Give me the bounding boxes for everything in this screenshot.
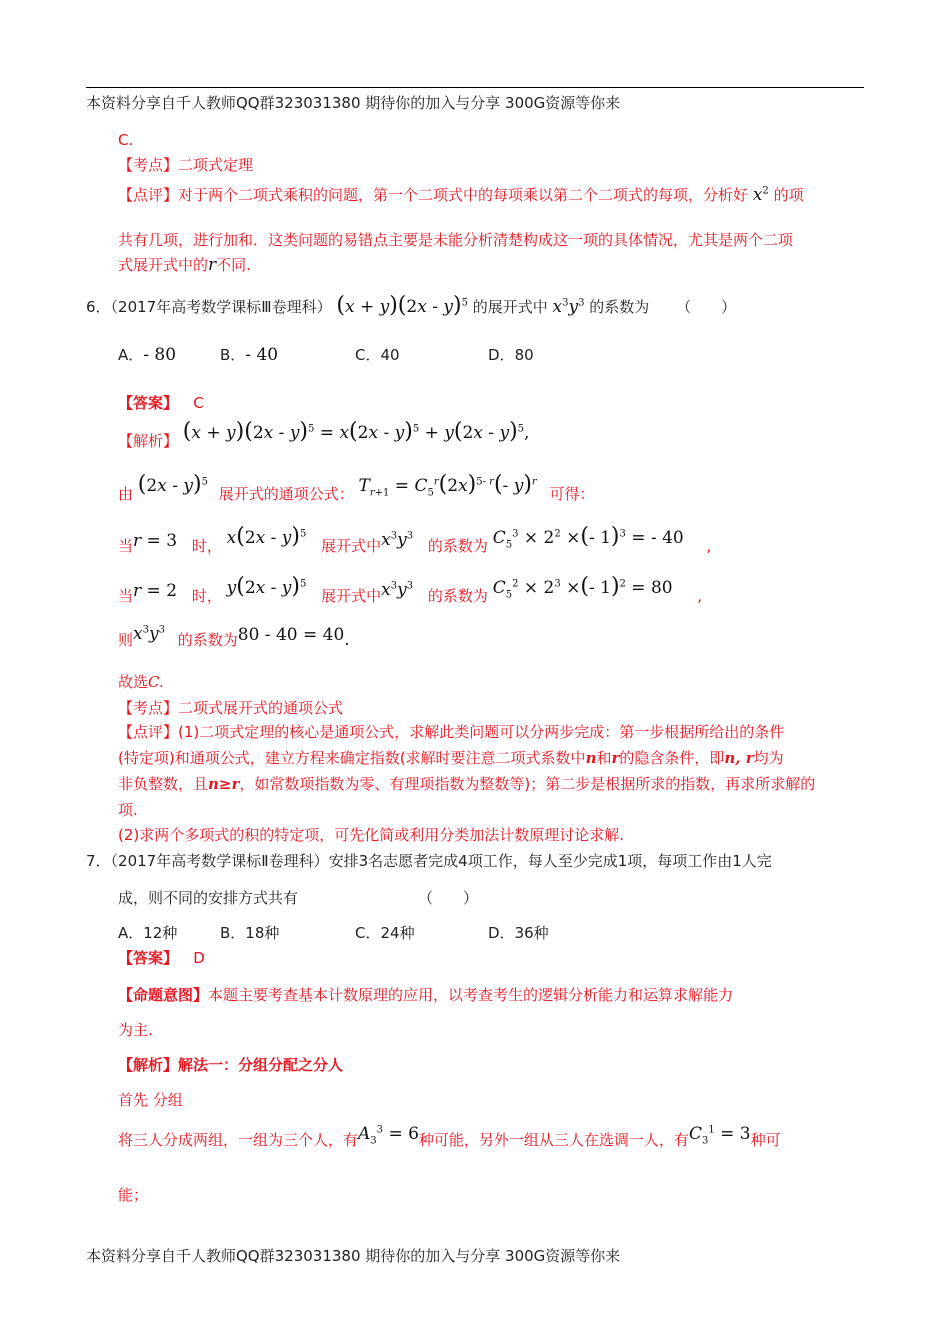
text-zhankaishi: 展开式中: [321, 587, 382, 605]
option-value: 80: [514, 346, 534, 364]
formula-r3: r = 3: [133, 531, 178, 551]
q6-dianping-2: [118, 748, 784, 768]
q7-stem2-text: 成，则不同的安排方式共有: [118, 889, 299, 907]
q7-stem1-text: （2017年高考数学课标Ⅱ卷理科）安排3名志愿者完成4项工作，每人至少完成1项，每项工作由1人完: [110, 852, 772, 870]
q7-option-d: [488, 923, 549, 943]
page-header: 本资料分享自千人教师QQ群323031380 期待你的加入与分享 300G资源等你来: [86, 94, 621, 112]
option-value: - 40: [245, 345, 279, 365]
dp2a: (特定项)和通项公式，建立方程来确定指数(求解时要注意二项式系数中: [118, 749, 586, 767]
formula-expansion: (x + y)(2x - y)$^5$ = x(2x - y)$^5$ + y(2x - y)$^5$,: [182, 419, 530, 444]
dp2c: 的隐含条件，即: [619, 749, 725, 767]
jiexi-tag: 【解析】: [118, 432, 179, 450]
text-kede: 可得：: [549, 485, 595, 503]
option-value: 18种: [245, 924, 280, 942]
text-shi: 时，: [191, 587, 222, 605]
option-value: 40: [380, 346, 400, 364]
text-xishuwei: 的系数为: [427, 537, 488, 555]
q6-stem: [86, 293, 737, 318]
text-xishuwei: 的系数为: [427, 587, 488, 605]
q6-dianping-3: [118, 774, 815, 794]
formula-x2: $x^2$: [752, 185, 769, 205]
q6-dianping-5: (2)求两个多项式的积的特定项，可先化简或利用分类加法计数原理讨论求解.: [118, 826, 625, 844]
q7-jiexi: 【解析】解法一：分组分配之分人: [118, 1056, 344, 1074]
answer-tag: 【答案】: [118, 949, 179, 967]
answer-tag: 【答案】: [118, 394, 179, 412]
q7-step1: 首先 分组: [118, 1091, 183, 1109]
step2a: 将三人分成两组，一组为三个人，有: [118, 1131, 359, 1149]
q7-stem-1: [86, 851, 772, 871]
dianping-text: 对于两个二项式乘积的问题，第一个二项式中的每项乘以第二个二项式的每项，分析好: [178, 186, 749, 204]
dp2r: r: [611, 749, 620, 767]
option-label: C．: [355, 924, 381, 942]
option-label: B．: [220, 924, 246, 942]
formula-y-binomial: y(2x - y)$^5$: [226, 574, 307, 599]
prev-dianping-line3: [118, 255, 251, 275]
q6-option-c: [355, 345, 400, 365]
text-shi: 时，: [191, 537, 222, 555]
q6-option-a: [118, 345, 176, 365]
formula-r2: r = 2: [133, 581, 178, 601]
formula-coef-neg40: $C_5^3 \times 2^2$ ×(- 1)$^3$ = - 40: [492, 524, 684, 551]
step2c: 种可: [750, 1131, 781, 1149]
dianping-text: (1)二项式定理的核心是通项公式，求解此类问题可以分两步完成：第一步根据所给出的条件: [178, 723, 785, 741]
dp3b: ，如常数项指数为零、有理项指数为整数等)；第二步是根据所求的指数，再求所求解的: [239, 775, 816, 793]
formula-x3y3: $x^3y^3$: [381, 580, 414, 600]
dianping-tail: 的项: [773, 186, 804, 204]
q7-option-b: [220, 923, 279, 943]
q6-jiexi-line2: [118, 472, 595, 504]
kaodian-text: 二项式展开式的通项公式: [178, 699, 344, 717]
q6-answer: [118, 393, 204, 413]
dp2n: n: [585, 749, 597, 767]
option-value: 24种: [380, 924, 415, 942]
q7-option-a: [118, 923, 177, 943]
q6-expression: (x + y)(2x - y)$^5$: [336, 293, 468, 318]
q6-jiexi-line4: 当r = 2 时， y(2x - y)$^5$ 展开式中$x^3y^3$ 的系数为 $C_5^2 \times 2^3$ ×(- 1)$^2$ = 80 ,: [118, 574, 703, 605]
dianping-line3b: 不同.: [216, 256, 251, 274]
step2b: 种可能，另外一组从三人在选调一人，有: [418, 1131, 689, 1149]
formula-C31: $C_3^1 = 3$: [688, 1124, 751, 1147]
q6-stem-end: 的系数为: [589, 298, 650, 316]
text-zhankaishi: 展开式中: [321, 537, 382, 555]
text-ze: 则: [118, 631, 134, 649]
q7-step3: 能；: [118, 1186, 149, 1204]
formula-coef-80: $C_5^2 \times 2^3$ ×(- 1)$^2$ = 80: [492, 574, 673, 601]
text-tongxiang: 展开式的通项公式：: [218, 485, 354, 503]
q6-number: 6．: [86, 298, 111, 316]
q6-source: （2017年高考数学课标Ⅲ卷理科）: [110, 298, 332, 316]
q7-answer: [118, 948, 205, 968]
q7-yitu-2: 为主.: [118, 1021, 153, 1039]
option-label: B．: [220, 346, 246, 364]
formula-x3y3: $x^3y^3$: [133, 624, 165, 644]
option-label: A．: [118, 924, 144, 942]
q6-option-b: [220, 345, 278, 365]
option-value: 36种: [514, 924, 549, 942]
prev-answer: C.: [118, 131, 134, 149]
q6-jiexi-line1: [118, 419, 530, 451]
q6-paren: （ ）: [676, 298, 737, 316]
q7-yitu-1: [118, 985, 733, 1005]
formula-total: 80 - 40 = 40: [237, 625, 345, 645]
formula-general-term: $T_{r+1} = C_5^r(2x)^{5- r}(-$ y)$^r$: [358, 472, 537, 499]
q6-jiexi-line3: 当r = 3 时， x(2x - y)$^5$ 展开式中$x^3y^3$ 的系数为 $C_5^3 \times 2^2$ ×(- 1)$^3$ = - 40 ,: [118, 524, 712, 555]
text-dang: 当: [118, 537, 134, 555]
prev-dianping-line2: 共有几项，进行加和．这类问题的易错点主要是未能分析清楚构成这一项的具体情况，尤其是两个二项: [118, 231, 794, 249]
option-label: A．: [118, 346, 144, 364]
dp3a: 非负整数，且: [118, 775, 209, 793]
q7-number: 7．: [86, 852, 111, 870]
option-value: - 80: [143, 345, 177, 365]
kaodian-tag: 【考点】: [118, 156, 179, 174]
prev-dianping-line1: [118, 185, 804, 205]
kaodian-tag: 【考点】: [118, 699, 179, 717]
formula-x-binomial: x(2x - y)$^5$: [226, 524, 307, 549]
dianping-line3a: 式展开式中的: [118, 256, 209, 274]
prev-kaodian: [118, 155, 253, 175]
dianping-tag: 【点评】: [118, 186, 179, 204]
q7-option-c: [355, 923, 415, 943]
dp3nr: n≥r: [208, 775, 240, 793]
text-guxuan: 故选: [118, 673, 149, 691]
q6-dianping-4: 项.: [118, 801, 138, 819]
q6-option-d: [488, 345, 534, 365]
answer-value: D: [193, 949, 205, 967]
q6-stem-mid: 的展开式中: [472, 298, 548, 316]
dp2d: 均为: [753, 749, 784, 767]
q6-jiexi-line5: 则$x^3y^3$ 的系数为80 - 40 = 40.: [118, 624, 350, 650]
option-label: D．: [488, 346, 515, 364]
header-rule: [86, 87, 864, 88]
kaodian-text: 二项式定理: [178, 156, 254, 174]
q7-stem-2: [118, 888, 478, 908]
formula-A33: $A_3^3 = 6$: [358, 1124, 419, 1147]
q6-dianping-1: [118, 722, 784, 742]
text-xishuwei2: 的系数为: [177, 631, 238, 649]
q6-term: $x^3y^3$: [552, 297, 585, 317]
q6-kaodian: [118, 698, 343, 718]
text-guxuan-c: C.: [148, 673, 164, 691]
formula-binomial: (2x - y)$^5$: [137, 472, 208, 497]
text-you: 由: [118, 485, 134, 503]
dp2b: 和: [596, 749, 612, 767]
option-label: D．: [488, 924, 515, 942]
q7-step2: [118, 1124, 781, 1150]
dp2nr: n, r: [724, 749, 754, 767]
formula-r: r: [208, 255, 217, 275]
page-footer: 本资料分享自千人教师QQ群323031380 期待你的加入与分享 300G资源等你来: [86, 1247, 621, 1265]
q7-paren: （ ）: [418, 889, 479, 907]
text-dang: 当: [118, 587, 134, 605]
answer-value: C: [193, 394, 204, 412]
yitu-tag: 【命题意图】: [118, 986, 209, 1004]
formula-x3y3: $x^3y^3$: [381, 530, 414, 550]
option-value: 12种: [143, 924, 178, 942]
option-label: C．: [355, 346, 381, 364]
yitu-text: 本题主要考查基本计数原理的应用，以考查考生的逻辑分析能力和运算求解能力: [208, 986, 734, 1004]
dianping-tag: 【点评】: [118, 723, 179, 741]
q6-guxuan: [118, 672, 164, 692]
